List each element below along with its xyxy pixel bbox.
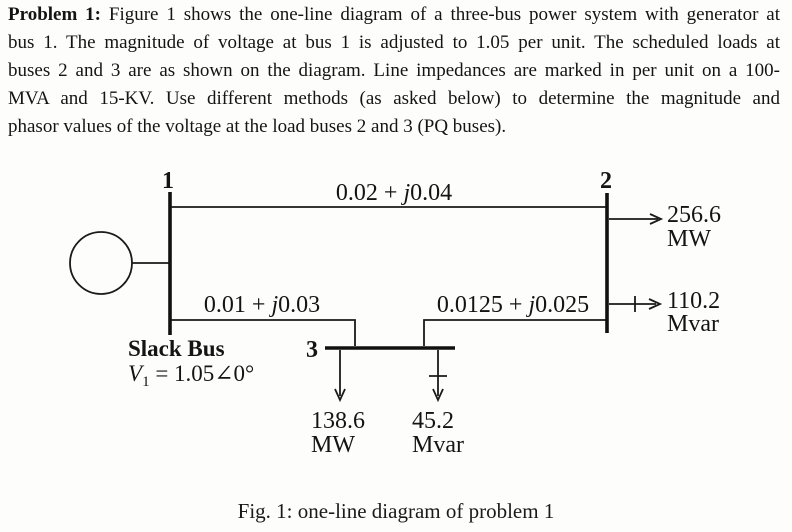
bus3-mw-value: 138.6 (311, 408, 365, 434)
bus2-mw-unit: MW (667, 226, 711, 252)
line-3-2-wire (424, 320, 606, 346)
slack-bus-label: Slack Bus (128, 336, 225, 361)
figure-caption: Fig. 1: one-line diagram of problem 1 (237, 499, 555, 523)
bus3-mvar-value: 45.2 (412, 408, 454, 434)
bus3-mvar-unit: Mvar (412, 432, 464, 458)
generator-symbol-icon (70, 232, 132, 294)
voltage-value: = 1.05∠0° (149, 361, 255, 386)
line-3-2-impedance-label (437, 292, 589, 318)
voltage-subscript: 1 (142, 374, 150, 390)
bus3-mw-unit: MW (311, 432, 355, 458)
impedance-imag: 0.03 (278, 292, 321, 318)
problem-label: Problem 1: (8, 4, 102, 25)
bus1-number-label: 1 (162, 168, 174, 194)
imaginary-j: j (271, 292, 279, 318)
imaginary-j: j (403, 180, 411, 206)
bus2-number-label: 2 (600, 168, 612, 194)
impedance-real: 0.0125 + (436, 292, 529, 318)
problem-line: bus 1. The magnitude of voltage at bus 1 is adjusted to 1.05 per unit. The scheduled loads at (8, 32, 780, 53)
problem-line: MVA and 15-KV. Use different methods (as asked below) to determine the magnitude and (8, 88, 780, 109)
slack-bus-voltage-label (128, 361, 254, 390)
bus2-mvar-unit: Mvar (667, 311, 719, 337)
impedance-real: 0.01 + (203, 292, 272, 318)
bus3-number-label: 3 (306, 337, 318, 363)
line-1-3-impedance-label (204, 292, 320, 318)
voltage-symbol: V (128, 361, 143, 386)
problem-line: phasor values of the voltage at the load buses 2 and 3 (PQ buses). (8, 116, 507, 137)
bus2-mw-value: 256.6 (667, 202, 721, 228)
imaginary-j: j (528, 292, 536, 318)
impedance-imag: 0.025 (535, 292, 590, 318)
problem-line-text: Figure 1 shows the one-line diagram of a three-bus power system with generator at (101, 4, 780, 25)
impedance-imag: 0.04 (410, 180, 453, 206)
line-1-2-impedance-label (336, 180, 452, 206)
problem-line: buses 2 and 3 are as shown on the diagram. Line impedances are marked in per unit on a 100- (8, 60, 780, 81)
bus2-mvar-value: 110.2 (667, 288, 721, 314)
impedance-real: 0.02 + (335, 180, 404, 206)
